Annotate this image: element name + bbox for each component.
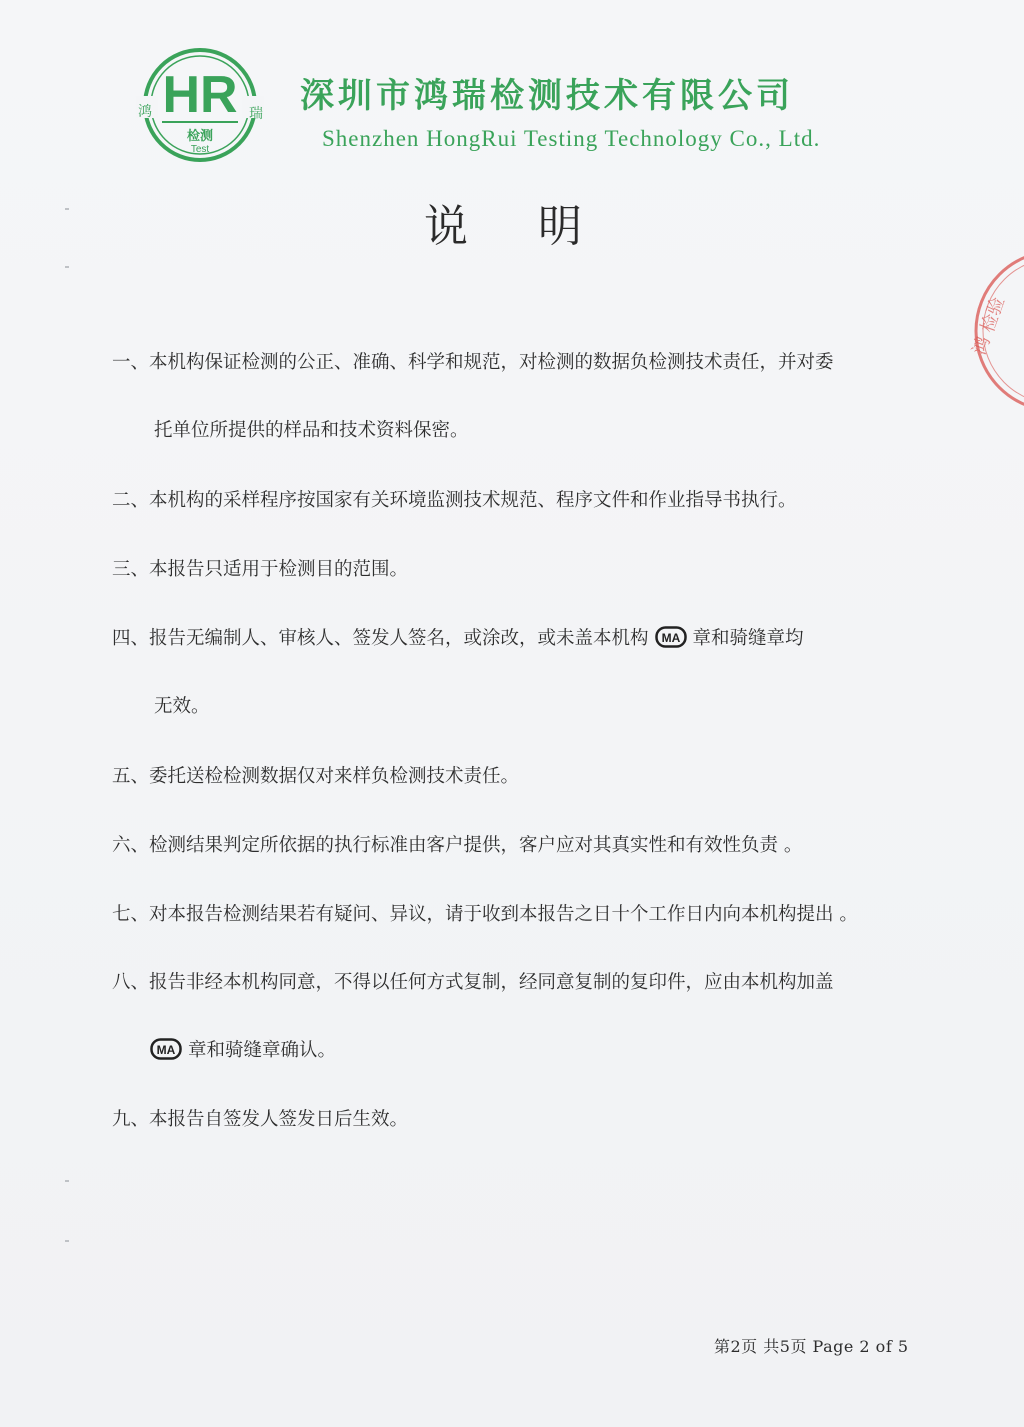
statement-line bbox=[112, 628, 932, 650]
logo-letters: HR bbox=[162, 66, 238, 124]
statement-line: 托单位所提供的样品和技术资料保密。 bbox=[154, 420, 469, 441]
statement-text: 四、报告无编制人、审核人、签发人签名，或涂改，或未盖本机构 bbox=[112, 628, 649, 649]
statement-line: 一、本机构保证检测的公正、准确、科学和规范，对检测的数据负检测技术责任，并对委 bbox=[112, 352, 834, 373]
statement-text: 章和骑缝章均 bbox=[692, 628, 804, 649]
statement-item-5 bbox=[112, 766, 932, 788]
cma-mark-icon bbox=[655, 626, 687, 648]
logo-right-char: 瑞 bbox=[249, 106, 263, 122]
logo-bottom-cn: 检测 bbox=[186, 129, 214, 144]
hongrui-logo bbox=[132, 44, 268, 166]
statement-text: 章和骑缝章确认。 bbox=[188, 1040, 337, 1061]
statement-item-8 bbox=[112, 972, 932, 1062]
red-seal-stamp bbox=[946, 236, 1024, 426]
statement-item-9 bbox=[112, 1109, 932, 1131]
logo-left-char: 鸿 bbox=[138, 104, 152, 120]
statement-item-2 bbox=[112, 490, 932, 512]
statement-line: 无效。 bbox=[154, 696, 210, 717]
logo-bottom-en: Test bbox=[190, 144, 210, 155]
document-title: 说明 bbox=[424, 201, 652, 252]
statement-line: 二、本机构的采样程序按国家有关环境监测技术规范、程序文件和作业指导书执行。 bbox=[112, 490, 797, 511]
statement-line: 五、委托送检检测数据仅对来样负检测技术责任。 bbox=[112, 766, 520, 787]
statement-line: 九、本报告自签发人签发日后生效。 bbox=[112, 1109, 409, 1130]
page-footer: 第2页 共5页 Page 2 of 5 bbox=[714, 1337, 909, 1356]
statement-item-4 bbox=[112, 628, 932, 718]
statement-line: 三、本报告只适用于检测目的范围。 bbox=[112, 559, 409, 580]
statement-line: 七、对本报告检测结果若有疑问、异议，请于收到本报告之日十个工作日内向本机构提出 。 bbox=[112, 904, 858, 925]
cma-mark-text: MA bbox=[661, 631, 680, 645]
statement-line: 八、报告非经本机构同意，不得以任何方式复制，经同意复制的复印件，应由本机构加盖 bbox=[112, 972, 834, 993]
statement-line: 六、检测结果判定所依据的执行标准由客户提供，客户应对其真实性和有效性负责 。 bbox=[112, 835, 803, 856]
statement-item-7 bbox=[112, 904, 932, 926]
company-name-cn: 深圳市鸿瑞检测技术有限公司 bbox=[300, 76, 794, 116]
statement-item-3 bbox=[112, 559, 932, 581]
statement-line bbox=[112, 1040, 932, 1062]
cma-mark-text: MA bbox=[156, 1043, 176, 1057]
stamp-text: 鸿 检验 bbox=[968, 294, 1010, 358]
cma-mark-icon bbox=[150, 1038, 182, 1060]
statement-item-6 bbox=[112, 835, 932, 857]
statement-item-1 bbox=[112, 352, 932, 442]
company-name-en: Shenzhen HongRui Testing Technology Co., Ltd. bbox=[322, 126, 821, 151]
